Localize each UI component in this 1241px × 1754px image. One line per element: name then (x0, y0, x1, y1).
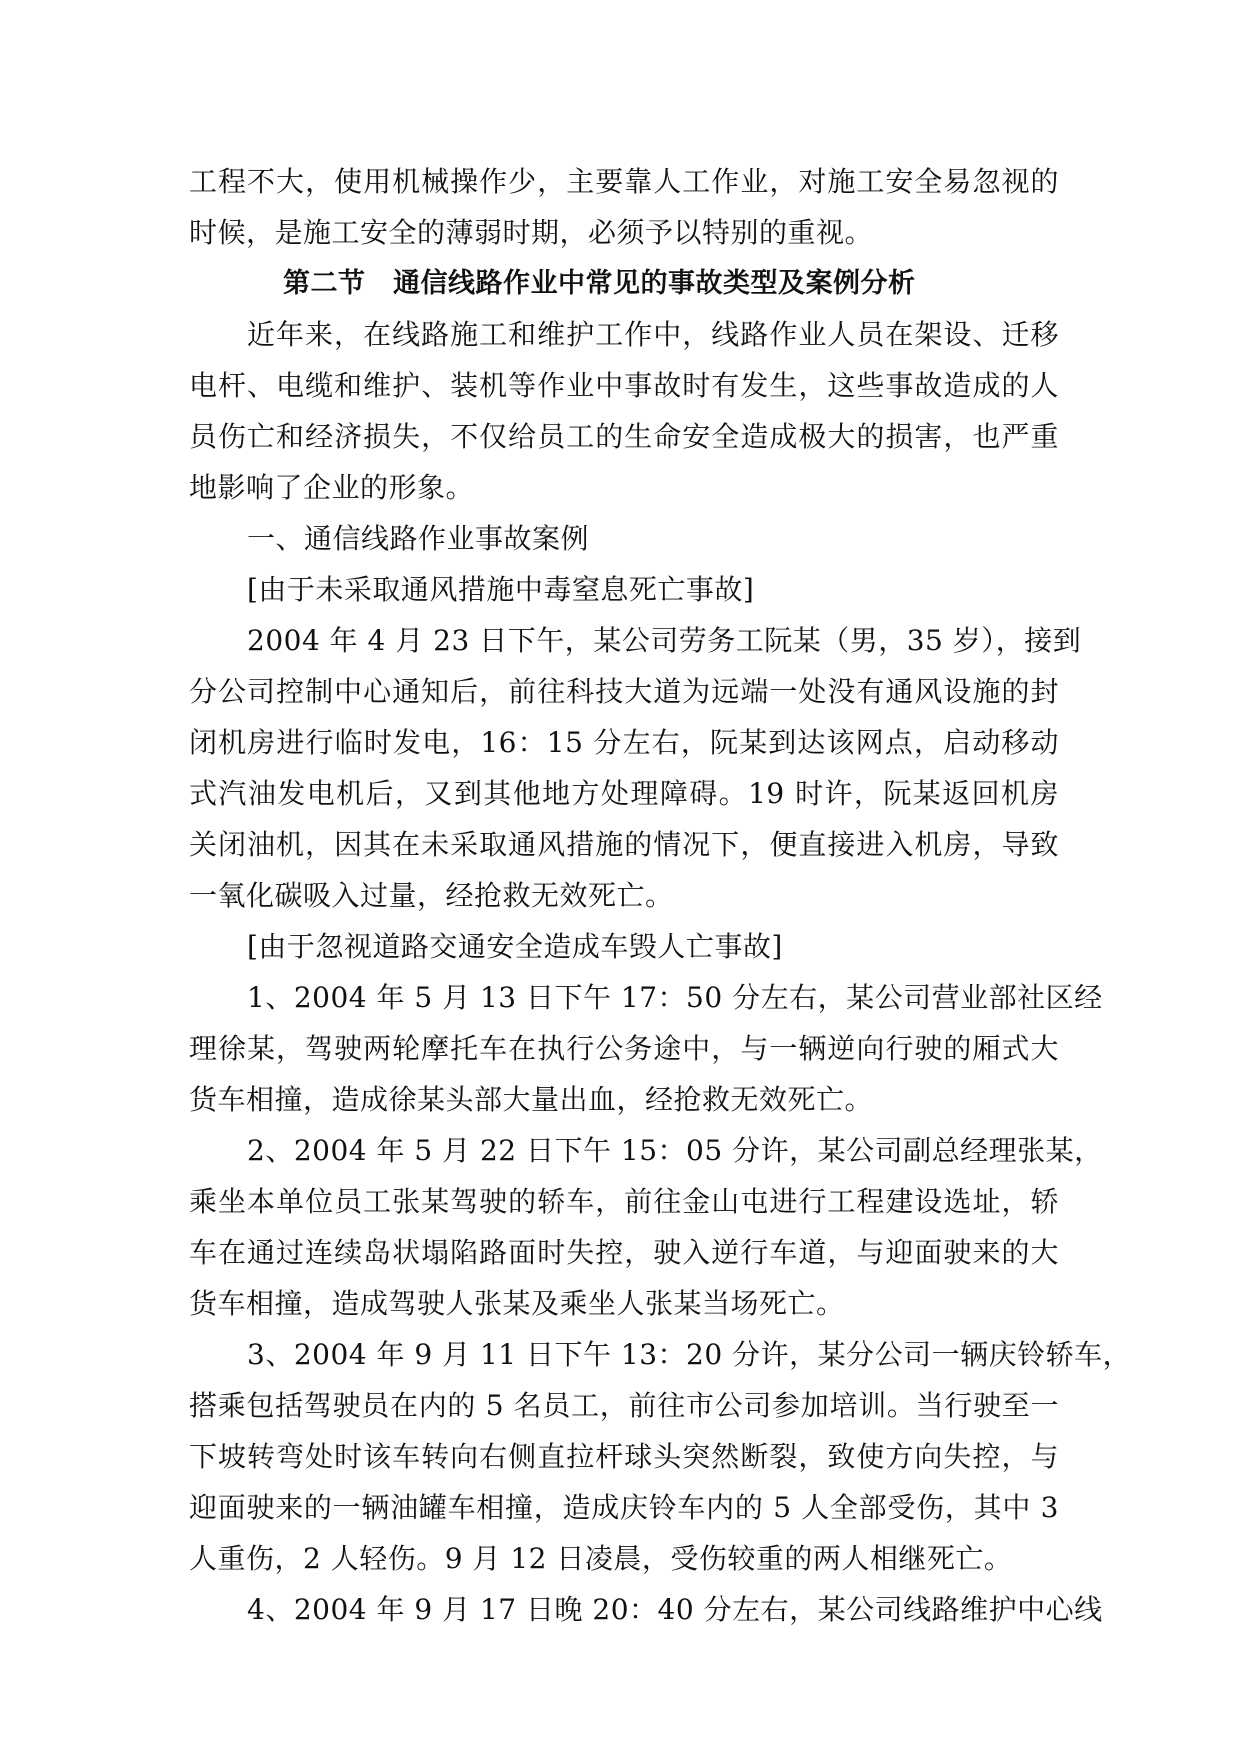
text-line: 一氧化碳吸入过量，经抢救无效死亡。 (189, 879, 674, 912)
paragraph-start: 2、2004 年 5 月 22 日下午 15：05 分许，某公司副总经理张某， (247, 1134, 1103, 1167)
text-line: 电杆、电缆和维护、装机等作业中事故时有发生，这些事故造成的人 (189, 369, 1059, 402)
text-line: 理徐某，驾驶两轮摩托车在执行公务途中，与一辆逆向行驶的厢式大 (189, 1032, 1059, 1065)
text-line: 关闭油机，因其在未采取通风措施的情况下，便直接进入机房，导致 (189, 828, 1059, 861)
text-line: 分公司控制中心通知后，前往科技大道为远端一处没有通风设施的封 (189, 675, 1059, 708)
text-line: 乘坐本单位员工张某驾驶的轿车，前往金山屯进行工程建设选址，轿 (189, 1185, 1059, 1218)
text-line: 迎面驶来的一辆油罐车相撞，造成庆铃车内的 5 人全部受伤，其中 3 (189, 1491, 1059, 1524)
text-line: 工程不大，使用机械操作少，主要靠人工作业，对施工安全易忽视的 (189, 165, 1059, 198)
case-title: [由于未采取通风措施中毒窒息死亡事故] (247, 573, 755, 606)
paragraph-start: 3、2004 年 9 月 11 日下午 13：20 分许，某分公司一辆庆铃轿车， (247, 1338, 1132, 1371)
paragraph-start: 4、2004 年 9 月 17 日晚 20：40 分左右，某公司线路维护中心线 (247, 1593, 1103, 1626)
text-line: 时候，是施工安全的薄弱时期，必须予以特别的重视。 (189, 216, 874, 249)
document-body (189, 156, 1132, 1635)
text-line: 货车相撞，造成驾驶人张某及乘坐人张某当场死亡。 (189, 1287, 845, 1320)
paragraph-start: 1、2004 年 5 月 13 日下午 17：50 分左右，某公司营业部社区经 (247, 981, 1103, 1014)
text-line: 人重伤，2 人轻伤。9 月 12 日凌晨，受伤较重的两人相继死亡。 (189, 1542, 1013, 1575)
paragraph-start: 近年来，在线路施工和维护工作中，线路作业人员在架设、迁移 (247, 318, 1059, 351)
text-line: 搭乘包括驾驶员在内的 5 名员工，前往市公司参加培训。当行驶至一 (189, 1389, 1059, 1422)
text-line: 员伤亡和经济损失，不仅给员工的生命安全造成极大的损害，也严重 (189, 420, 1059, 453)
text-line: 下坡转弯处时该车转向右侧直拉杆球头突然断裂，致使方向失控，与 (189, 1440, 1059, 1473)
case-title: [由于忽视道路交通安全造成车毁人亡事故] (247, 930, 783, 963)
text-line: 车在通过连续岛状塌陷路面时失控，驶入逆行车道，与迎面驶来的大 (189, 1236, 1059, 1269)
text-line: 闭机房进行临时发电，16：15 分左右，阮某到达该网点，启动移动 (189, 726, 1059, 759)
paragraph-start: 2004 年 4 月 23 日下午，某公司劳务工阮某（男，35 岁），接到 (247, 624, 1082, 657)
text-line: 货车相撞，造成徐某头部大量出血，经抢救无效死亡。 (189, 1083, 874, 1116)
text-line: 地影响了企业的形象。 (189, 471, 475, 504)
text-line: 式汽油发电机后，又到其他地方处理障碍。19 时许，阮某返回机房 (189, 777, 1059, 810)
section-heading: 第二节 通信线路作业中常见的事故类型及案例分析 (283, 268, 916, 299)
subsection-heading: 一、通信线路作业事故案例 (247, 522, 590, 555)
